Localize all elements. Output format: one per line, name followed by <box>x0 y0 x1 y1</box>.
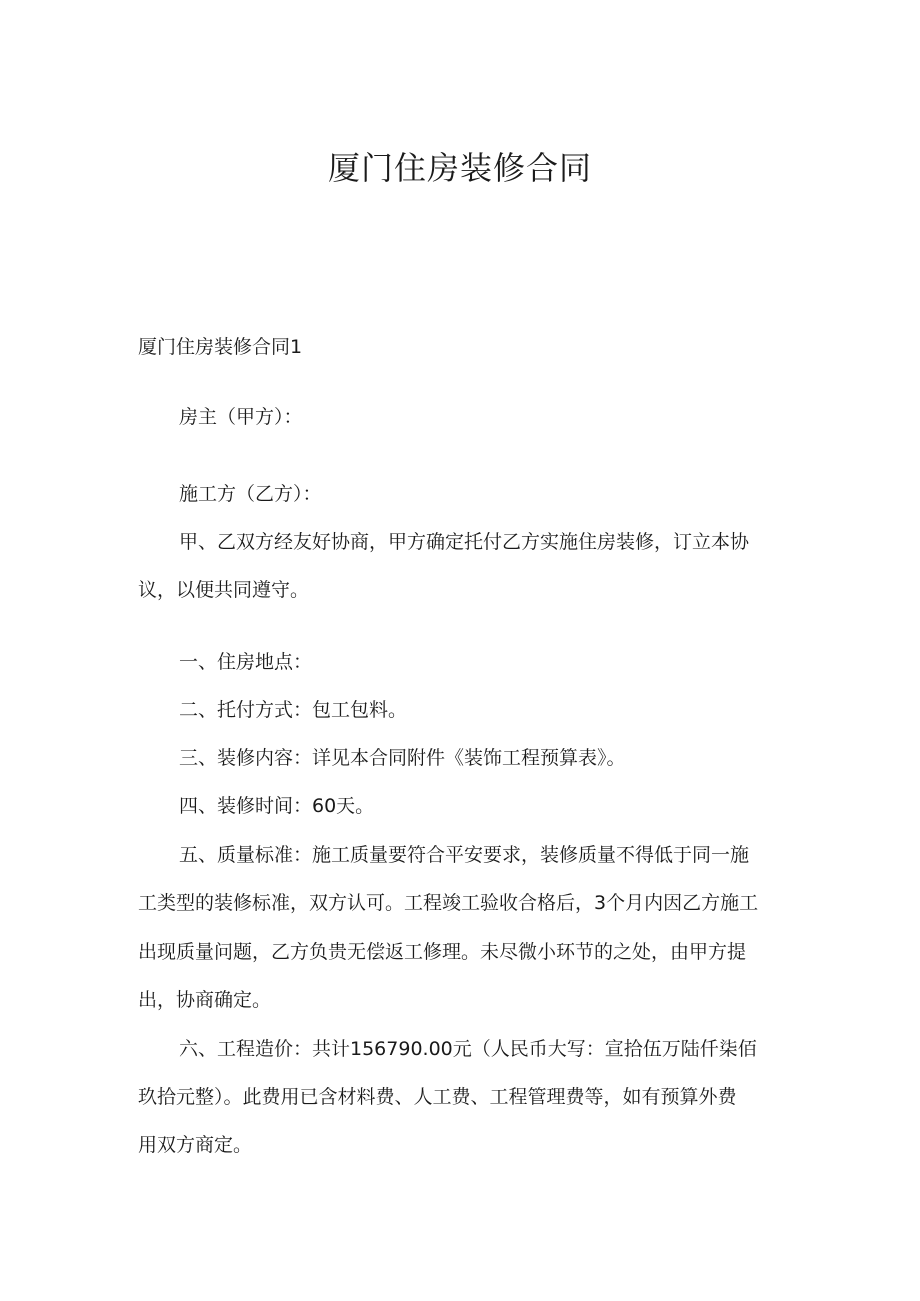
clause-4: 四、装修时间：60天。 <box>179 795 375 817</box>
clause-2: 二、托付方式：包工包料。 <box>179 699 408 721</box>
clause-1: 一、住房地点： <box>179 651 313 673</box>
clause-6-line-2: 玖拾元整）。此费用已含材料费、人工费、工程管理费等，如有预算外费 <box>138 1086 737 1108</box>
clause-5-line-2: 工类型的装修标准，双方认可。工程竣工验收合格后，3个月内因乙方施工 <box>138 892 759 914</box>
intro-line-1: 甲、乙双方经友好协商，甲方确定托付乙方实施住房装修，订立本协 <box>179 531 750 553</box>
party-a-line: 房主（甲方）： <box>179 406 303 428</box>
clause-6-line-3: 用双方商定。 <box>138 1134 253 1156</box>
clause-6-line-1: 六、工程造价：共计156790.00元（人民币大写：宣拾伍万陆仟柒佰 <box>179 1038 757 1060</box>
document-title: 厦门住房装修合同 <box>327 149 592 187</box>
contract-subtitle: 厦门住房装修合同1 <box>138 336 303 358</box>
clause-3: 三、装修内容：详见本合同附件《装饰工程预算表》。 <box>179 747 626 769</box>
intro-line-2: 议，以便共同遵守。 <box>138 579 310 601</box>
party-b-line: 施工方（乙方）： <box>179 483 322 505</box>
clause-5-line-3: 出现质量问题，乙方负贵无偿返工修理。未尽微小环节的之处，由甲方提 <box>138 941 747 963</box>
clause-5-line-1: 五、质量标准：施工质量要符合平安要求，装修质量不得低于同一施 <box>179 844 750 866</box>
clause-5-line-4: 出，协商确定。 <box>138 989 272 1011</box>
